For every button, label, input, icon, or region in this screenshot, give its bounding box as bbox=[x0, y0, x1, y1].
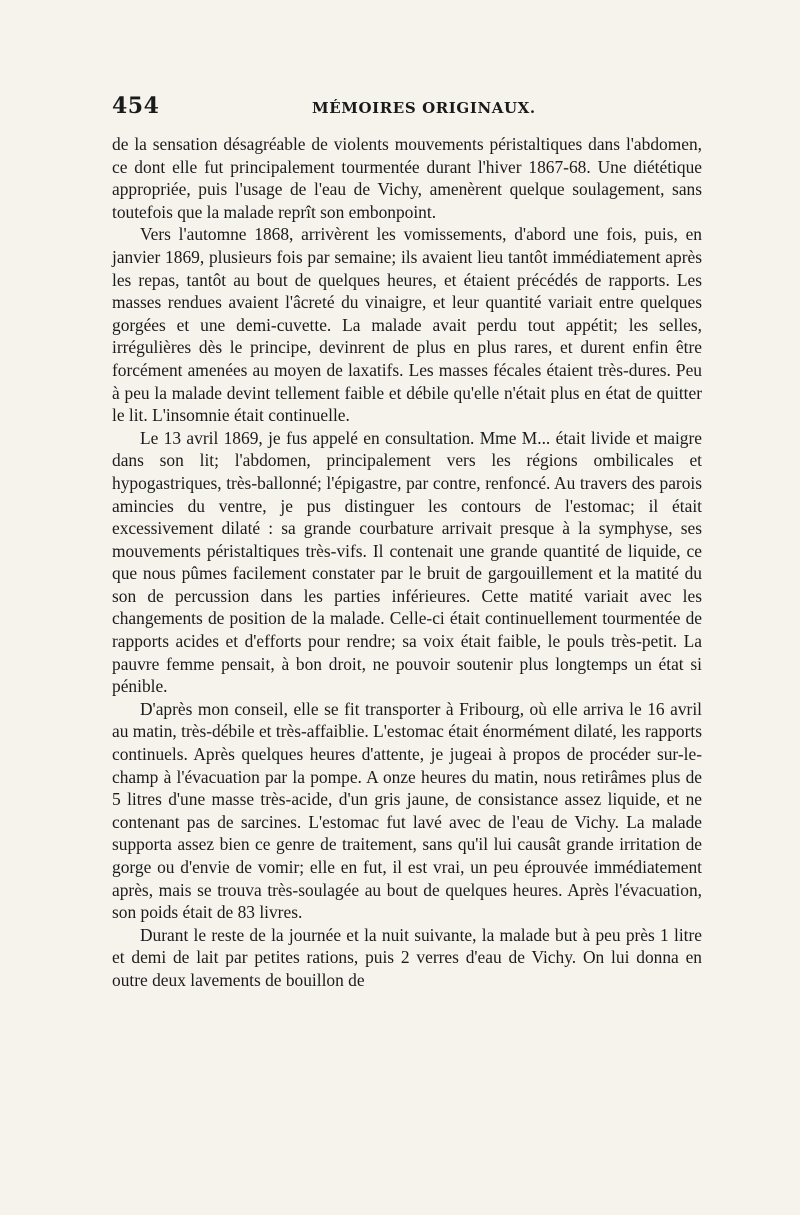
page-number: 454 bbox=[112, 93, 160, 119]
paragraph-fribourg: D'après mon conseil, elle se fit transporter à Fribourg, où elle arriva le 16 avril au matin, très-débile et très-affaiblie. L'estomac était énormément dilaté, les rapports continuels. Après quelques heures d'attente, je jugeai à propos de procéder sur-le-champ à l'évacuation par la pompe. A onze heures du matin, nous retirâmes plus de 5 litres d'une masse très-acide, d'un gris jaune, de consistance assez liquide, et ne contenant pas de sarcines. L'estomac fut lavé avec de l'eau de Vichy. La malade supporta assez bien ce genre de traitement, sans qu'il lui causât grande irritation de gorge ou d'envie de vomir; elle en fut, il est vrai, un peu éprouvée immédiatement après, mais se trouva très-soulagée au bout de quelques heures. Après l'évacuation, son poids était de 83 livres. bbox=[112, 698, 702, 923]
paragraph-consultation: Le 13 avril 1869, je fus appelé en consultation. Mme M... était livide et maigre dans son lit; l'abdomen, principalement vers les régions ombilicales et hypogastriques, très-ballonné; l'épigastre, par contre, renfoncé. Au travers des parois amincies du ventre, je pus distinguer les contours de l'estomac; il était excessivement dilaté : sa grande courbature arrivait presque à la symphyse, ses mouvements péristaltiques très-vifs. Il contenait une grande quantité de liquide, ce que nous pûmes facilement constater par le bruit de gargouillement et la matité du son de percussion dans les parties inférieures. Cette matité variait avec les changements de position de la malade. Celle-ci était continuellement tourmentée de rapports acides et d'efforts pour rendre; sa voix était faible, le pouls très-petit. La pauvre femme pensait, à bon droit, ne pouvoir soutenir plus longtemps un état si pénible. bbox=[112, 427, 702, 697]
running-head: MÉMOIRES ORIGINAUX. bbox=[312, 99, 536, 117]
paragraph-journee: Durant le reste de la journée et la nuit suivante, la malade but à peu près 1 litre et demi de lait par petites rations, puis 2 verres d'eau de Vichy. On lui donna en outre deux lavements de bouillon de bbox=[112, 924, 702, 990]
body-text bbox=[112, 133, 702, 992]
page-header bbox=[112, 93, 704, 123]
paragraph-continued: de la sensation désagréable de violents mouvements péristaltiques dans l'abdomen, ce dont elle fut principalement tourmentée durant l'hiver 1867-68. Une diététique appropriée, puis l'usage de l'eau de Vichy, amenèrent quelque soulagement, sans toutefois que la malade reprît son embonpoint. bbox=[112, 134, 702, 222]
paragraph-vomissements: Vers l'automne 1868, arrivèrent les vomissements, d'abord une fois, puis, en janvier 1869, plusieurs fois par semaine; ils avaient lieu tantôt immédiatement après les repas, tantôt au bout de quelques heures, et étaient précédés de rapports. Les masses rendues avaient l'âcreté du vinaigre, et leur quantité variait entre quelques gorgées et une demi-cuvette. La malade avait perdu tout appétit; les selles, irrégulières dès le principe, devinrent de plus en plus rares, et durent enfin être forcément amenées au moyen de laxatifs. Les masses fécales étaient très-dures. Peu à peu la malade devint tellement faible et débile qu'elle n'était plus en état de quitter le lit. L'insomnie était continuelle. bbox=[112, 224, 702, 426]
